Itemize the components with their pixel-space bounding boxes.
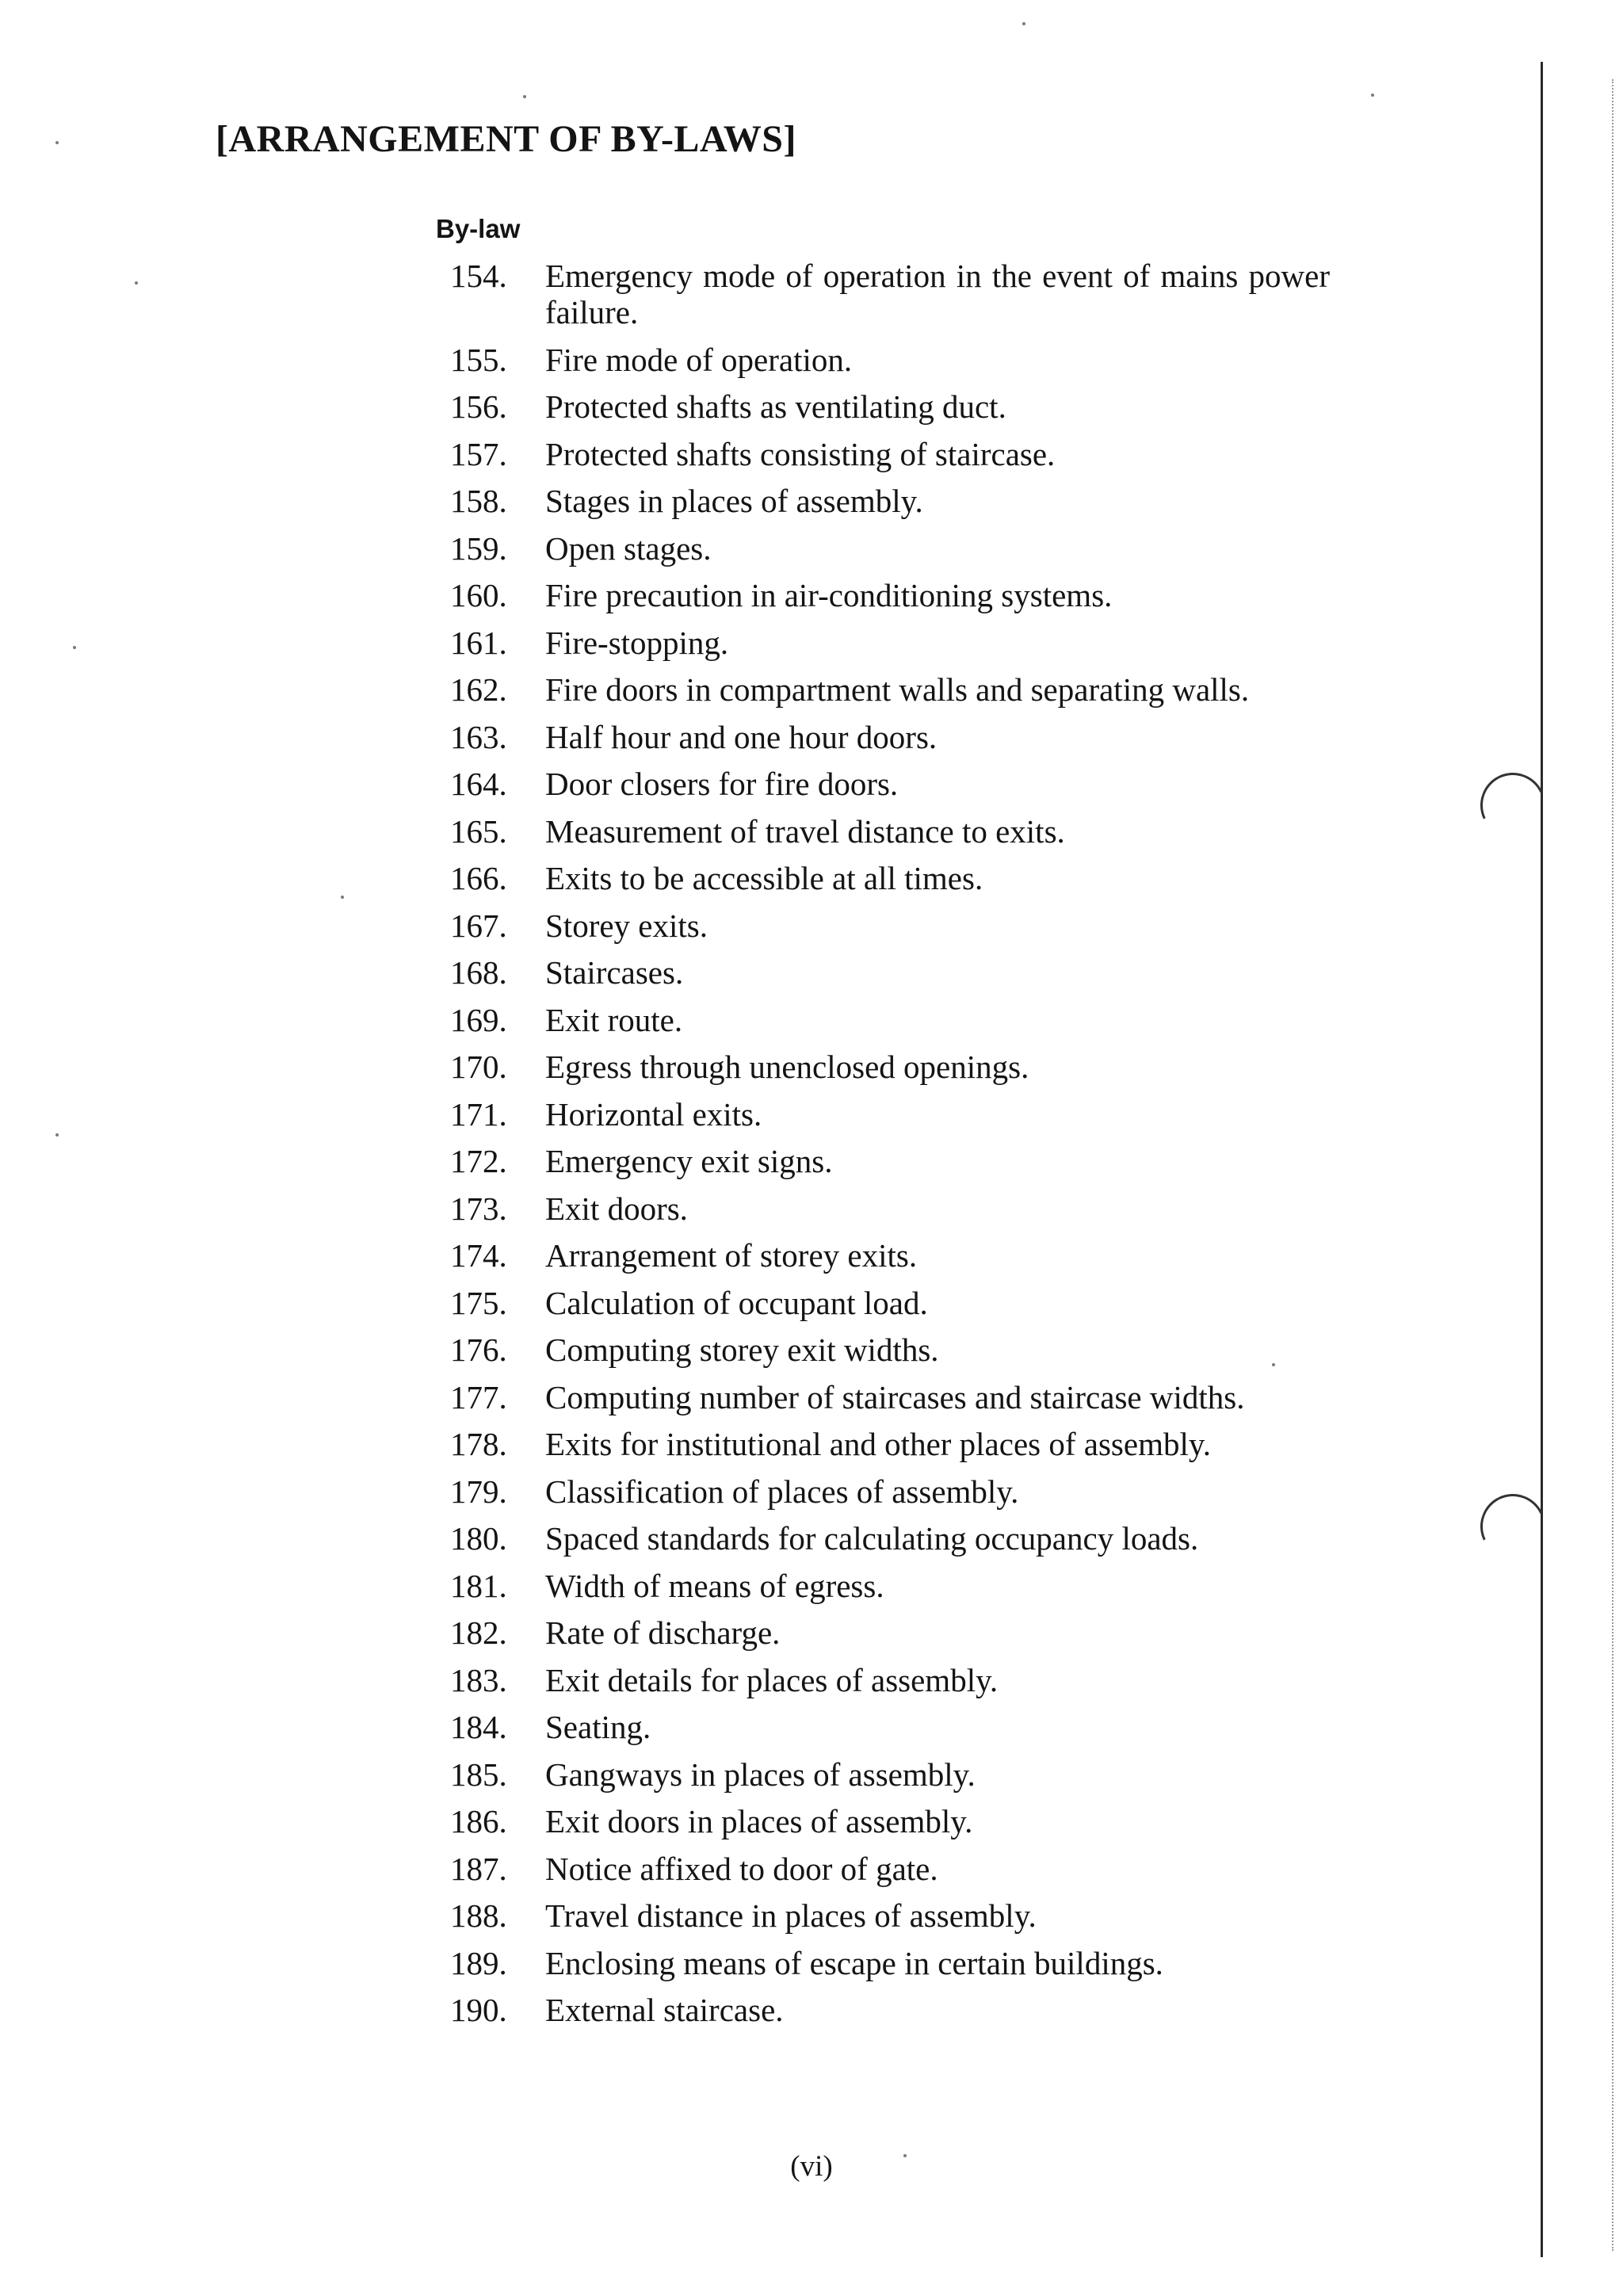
list-item bbox=[450, 1331, 1346, 1368]
scan-speck bbox=[1272, 1363, 1275, 1366]
bylaw-list bbox=[450, 258, 1346, 2039]
page-number: (vi) bbox=[790, 2150, 833, 2183]
binding-margin-line bbox=[1541, 62, 1543, 2257]
bylaw-number: 155. bbox=[450, 341, 507, 378]
bylaw-number: 157. bbox=[450, 435, 507, 472]
bylaw-number: 180. bbox=[450, 1520, 507, 1557]
list-item bbox=[450, 1992, 1346, 2028]
bylaw-number: 160. bbox=[450, 577, 507, 613]
page-edge-line bbox=[1612, 79, 1613, 2251]
list-item bbox=[450, 1096, 1346, 1133]
list-item bbox=[450, 860, 1346, 896]
page-title: [ARRANGEMENT OF BY-LAWS] bbox=[216, 118, 796, 160]
bylaw-title: Exit details for places of assembly. bbox=[545, 1661, 999, 1698]
bylaw-number: 168. bbox=[450, 954, 507, 991]
bylaw-number: 182. bbox=[450, 1614, 507, 1651]
bylaw-title: Emergency mode of operation in the event of mains power failure. bbox=[545, 258, 1330, 330]
bylaw-title: Open stages. bbox=[545, 529, 712, 567]
bylaw-title: Gangways in places of assembly. bbox=[545, 1755, 976, 1793]
bylaw-title: Storey exits. bbox=[545, 907, 708, 944]
bylaw-title: Egress through unenclosed openings. bbox=[545, 1049, 1029, 1085]
list-item bbox=[450, 1237, 1346, 1274]
list-item bbox=[450, 1945, 1346, 1981]
list-item bbox=[450, 1662, 1346, 1698]
list-item bbox=[450, 719, 1346, 755]
bylaw-number: 179. bbox=[450, 1473, 507, 1510]
bylaw-title: Half hour and one hour doors. bbox=[545, 718, 938, 755]
bylaw-number: 169. bbox=[450, 1001, 507, 1038]
bylaw-number: 154. bbox=[450, 258, 507, 294]
bylaw-title: Fire-stopping. bbox=[545, 624, 729, 661]
bylaw-title: Computing storey exit widths. bbox=[545, 1331, 939, 1368]
bylaw-title: Enclosing means of escape in certain buildings. bbox=[545, 1944, 1163, 1981]
list-item bbox=[450, 388, 1346, 425]
bylaw-title: Staircases. bbox=[545, 954, 684, 991]
list-item bbox=[450, 1520, 1346, 1557]
bylaw-title: Classification of places of assembly. bbox=[545, 1473, 1019, 1510]
bylaw-number: 170. bbox=[450, 1049, 507, 1085]
bylaw-number: 156. bbox=[450, 388, 507, 425]
list-item bbox=[450, 258, 1346, 330]
bylaw-title: Emergency exit signs. bbox=[545, 1143, 833, 1179]
list-item bbox=[450, 625, 1346, 661]
bylaw-number: 176. bbox=[450, 1331, 507, 1368]
list-item bbox=[450, 1756, 1346, 1793]
list-item bbox=[450, 1426, 1346, 1462]
scan-speck bbox=[55, 141, 59, 144]
bylaw-title: Door closers for fire doors. bbox=[545, 766, 899, 802]
bylaw-number: 163. bbox=[450, 718, 507, 755]
bylaw-number: 175. bbox=[450, 1284, 507, 1321]
scan-speck bbox=[523, 95, 526, 98]
bylaw-title: External staircase. bbox=[545, 1992, 784, 2028]
bylaw-number: 171. bbox=[450, 1095, 507, 1133]
list-item bbox=[450, 1851, 1346, 1887]
bylaw-title: Fire precaution in air-conditioning systems. bbox=[545, 577, 1113, 613]
bylaw-number: 174. bbox=[450, 1237, 507, 1274]
bylaw-title: Width of means of egress. bbox=[545, 1567, 884, 1604]
bylaw-number: 173. bbox=[450, 1190, 507, 1227]
scan-speck bbox=[1371, 94, 1374, 97]
list-item bbox=[450, 1614, 1346, 1651]
bylaw-title: Seating. bbox=[545, 1709, 651, 1745]
bylaw-number: 158. bbox=[450, 483, 507, 519]
list-item bbox=[450, 1143, 1346, 1179]
list-item bbox=[450, 1049, 1346, 1085]
bylaw-number: 172. bbox=[450, 1143, 507, 1179]
bylaw-title: Measurement of travel distance to exits. bbox=[545, 812, 1065, 850]
bylaw-title: Travel distance in places of assembly. bbox=[545, 1897, 1037, 1934]
list-item bbox=[450, 1379, 1346, 1415]
bylaw-title: Horizontal exits. bbox=[545, 1095, 762, 1133]
bylaw-number: 167. bbox=[450, 907, 507, 944]
scan-speck bbox=[341, 896, 344, 899]
bylaw-number: 178. bbox=[450, 1426, 507, 1462]
list-item bbox=[450, 1709, 1346, 1745]
list-item bbox=[450, 483, 1346, 519]
list-item bbox=[450, 766, 1346, 802]
bylaw-number: 190. bbox=[450, 1992, 507, 2028]
bylaw-title: Protected shafts as ventilating duct. bbox=[545, 388, 1006, 425]
bylaw-number: 162. bbox=[450, 671, 507, 708]
scan-speck bbox=[73, 646, 76, 649]
bylaw-number: 165. bbox=[450, 812, 507, 850]
list-item bbox=[450, 1285, 1346, 1321]
list-item bbox=[450, 530, 1346, 567]
bylaw-title: Stages in places of assembly. bbox=[545, 483, 923, 519]
list-item bbox=[450, 1897, 1346, 1934]
bylaw-title: Protected shafts consisting of staircase. bbox=[545, 435, 1056, 472]
list-item bbox=[450, 577, 1346, 613]
list-item bbox=[450, 342, 1346, 378]
bylaw-title: Exits for institutional and other places of assembly. bbox=[545, 1426, 1211, 1462]
bylaw-title: Rate of discharge. bbox=[545, 1614, 781, 1651]
list-item bbox=[450, 954, 1346, 991]
bylaw-number: 181. bbox=[450, 1567, 507, 1604]
bylaw-title: Exits to be accessible at all times. bbox=[545, 860, 983, 896]
bylaw-title: Exit doors. bbox=[545, 1190, 688, 1227]
list-item bbox=[450, 813, 1346, 850]
bylaw-title: Spaced standards for calculating occupancy loads. bbox=[545, 1520, 1199, 1557]
bylaw-number: 166. bbox=[450, 860, 507, 896]
bylaw-title: Computing number of staircases and staircase widths. bbox=[545, 1378, 1245, 1415]
bylaw-title: Exit doors in places of assembly. bbox=[545, 1803, 973, 1839]
column-label: By-law bbox=[436, 214, 521, 243]
list-item bbox=[450, 671, 1346, 708]
bylaw-number: 187. bbox=[450, 1850, 507, 1887]
bylaw-number: 189. bbox=[450, 1944, 507, 1981]
bylaw-title: Notice affixed to door of gate. bbox=[545, 1850, 938, 1887]
bylaw-title: Fire mode of operation. bbox=[545, 341, 853, 378]
bylaw-number: 185. bbox=[450, 1755, 507, 1793]
list-item bbox=[450, 436, 1346, 472]
bylaw-title: Exit route. bbox=[545, 1001, 683, 1038]
bylaw-number: 188. bbox=[450, 1897, 507, 1934]
bylaw-number: 161. bbox=[450, 624, 507, 661]
bylaw-number: 159. bbox=[450, 529, 507, 567]
list-item bbox=[450, 1473, 1346, 1510]
scan-speck bbox=[903, 2154, 907, 2157]
scan-speck bbox=[1022, 22, 1025, 25]
scan-speck bbox=[135, 281, 138, 285]
list-item bbox=[450, 907, 1346, 944]
list-item bbox=[450, 1002, 1346, 1038]
bylaw-title: Calculation of occupant load. bbox=[545, 1284, 928, 1321]
bylaw-title: Arrangement of storey exits. bbox=[545, 1237, 918, 1274]
bylaw-number: 184. bbox=[450, 1709, 507, 1745]
bylaw-number: 183. bbox=[450, 1661, 507, 1698]
list-item bbox=[450, 1190, 1346, 1227]
bylaw-number: 177. bbox=[450, 1378, 507, 1415]
list-item bbox=[450, 1568, 1346, 1604]
bylaw-number: 186. bbox=[450, 1803, 507, 1839]
bylaw-title: Fire doors in compartment walls and separating walls. bbox=[545, 671, 1250, 708]
list-item bbox=[450, 1803, 1346, 1839]
scan-speck bbox=[55, 1133, 59, 1137]
bylaw-number: 164. bbox=[450, 766, 507, 802]
